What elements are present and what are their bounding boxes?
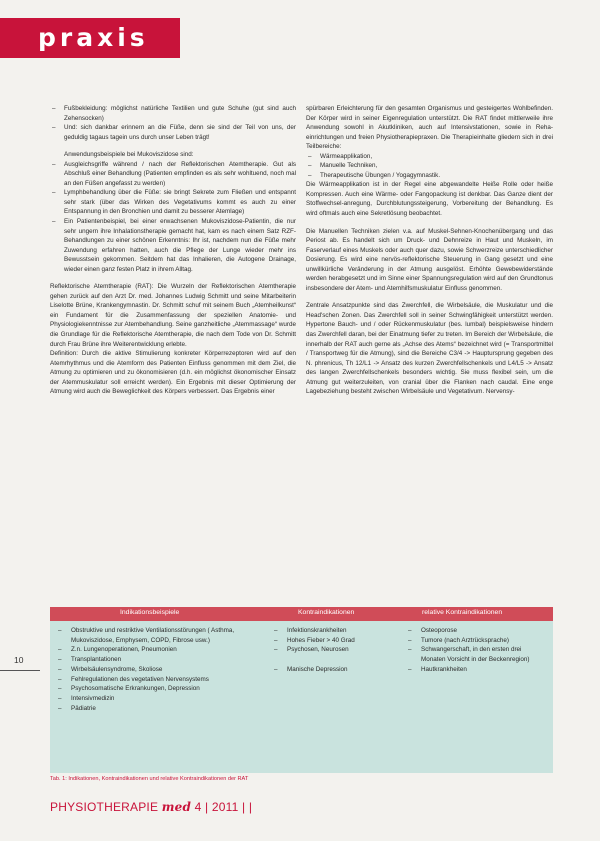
table-cell-item bbox=[58, 626, 270, 645]
bullet-dash: – bbox=[408, 665, 412, 673]
table-cell-text: Manische Depression bbox=[287, 665, 348, 673]
bullet-dash: – bbox=[274, 627, 278, 634]
table-cell-item bbox=[274, 636, 402, 646]
bullet-dash: – bbox=[308, 152, 312, 160]
bullet-item bbox=[306, 161, 553, 171]
table-cell-text: Z.n. Lungenoperationen, Pneumonien bbox=[71, 646, 177, 654]
table-cell-item bbox=[58, 704, 270, 714]
table-cell-text: Pädiatrie bbox=[71, 704, 96, 712]
journal-med-logo: med bbox=[161, 800, 192, 814]
journal-footer bbox=[50, 800, 252, 814]
bullet-dash: – bbox=[58, 665, 62, 673]
bullet-text: Ausgleichsgriffe während / nach der Reflektorischen Atemtherapie. Gut als Abschluß einer Behandlung (Patienten empfinden es als sehr wohltuend, noch mal an den Füßen angefasst zu werden) bbox=[64, 160, 296, 187]
journal-name: PHYSIOTHERAPIE bbox=[50, 800, 159, 814]
table-cell-item bbox=[58, 645, 270, 655]
bullet-dash: – bbox=[408, 646, 412, 654]
bullet-dash: – bbox=[408, 627, 412, 634]
table-header-contraindications: Kontraindikationen bbox=[298, 609, 355, 616]
indication-table bbox=[50, 607, 553, 773]
table-cell-item bbox=[58, 675, 270, 685]
table-cell-text: Obstruktive und restriktive Ventilationsstörungen ( Asthma, Mukoviszidose, Emphysem, COPD, Fibrose usw.) bbox=[71, 627, 235, 644]
table-cell-item bbox=[274, 626, 402, 636]
paragraph: Die Manuellen Techniken zielen v.a. auf Muskel-Sehnen-Knochenübergang und das Periost ab. Es handelt sich um Druck- und Dehnreize in Haut und Muskeln, im Faserverlauf eines Muskels oder auch quer dazu, sowie Schwerzreize unterschiedlicher Dosierung. Es wird eine nervös-reflektorische Steuerung in Gang gesetzt und eine unwillkürliche Veränderung in der Atmung ausgelöst. Erhöhte Gewebewiderstände werden herabgesetzt und im Sinne einer Spannungsregulation wird auf den Grundtonus insbesondere der Atem- und Atemhilfsmuskulatur Einfluss genommen. bbox=[306, 227, 553, 292]
text-column-left bbox=[50, 104, 296, 397]
paragraph-gap bbox=[306, 219, 553, 227]
bullet-item bbox=[306, 171, 553, 181]
bullet-dash: – bbox=[274, 665, 278, 673]
bullet-dash: – bbox=[52, 218, 56, 226]
table-caption: Tab. 1: Indikationen, Kontraindikationen und relative Kontraindikationen der RAT bbox=[50, 776, 249, 782]
bullet-dash: – bbox=[52, 124, 56, 132]
table-cell-text: Schwangerschaft, in den ersten drei Monaten Vorsicht in der Beckenregion) bbox=[421, 646, 530, 664]
bullet-dash: – bbox=[58, 627, 62, 634]
bullet-dash: – bbox=[408, 636, 412, 644]
table-header-relative-contraindications: relative Kontraindikationen bbox=[422, 609, 503, 616]
paragraph-gap bbox=[306, 293, 553, 301]
section-title: praxis bbox=[38, 23, 149, 52]
journal-issue: 4 | 2011 | | bbox=[194, 800, 253, 814]
table-cell-item bbox=[408, 626, 546, 636]
bullet-dash: – bbox=[308, 162, 312, 170]
paragraph: spürbaren Erleichterung für den gesamten Organismus und gesteigertes Wohlbefinden. Der Körper wird in seiner Eigenregulation unterstützt. Die RAT findet mittlerweile ihre Anwendung sowohl in Akutkliniken, auch auf Intensivstationen, sowie in Reha-einrichtungen und freien Physiotherapiepraxen. Die Therapieinhalte gliedern sich in drei Teilbereiche: bbox=[306, 105, 553, 151]
bullet-dash: – bbox=[274, 646, 278, 654]
table-cell-text: Psychosomatische Erkrankungen, Depression bbox=[71, 685, 200, 693]
table-cell-item bbox=[58, 684, 270, 694]
paragraph: Die Wärmeapplikation ist in der Regel eine abgewandelte Heiße Rolle oder heiße Kompressen. Auch eine Wärme- oder Fangopackung ist denkbar. Das Ganze dient der Stoffwechsel-anregung, Durchblutungssteigerung, Vorbereitung der Behandlung. Es wird oftmals auch eine Sekretlösung beobachtet. bbox=[306, 181, 553, 218]
bullet-item bbox=[50, 160, 296, 189]
table-cell-item bbox=[58, 694, 270, 704]
bullet-item bbox=[50, 217, 296, 274]
bullet-text: Und: sich dankbar erinnern an die Füße, denn sie sind der Teil von uns, der geduldig tagaus tagein uns durch unser Leben trägt! bbox=[64, 124, 296, 141]
bullet-dash: – bbox=[58, 656, 62, 664]
page-number-rule bbox=[0, 670, 40, 671]
table-cell-item bbox=[408, 645, 546, 664]
bullet-dash: – bbox=[274, 636, 278, 644]
bullet-item bbox=[50, 188, 296, 217]
bullet-text: Wärmeapplikation, bbox=[320, 152, 373, 160]
table-cell-item bbox=[274, 655, 402, 665]
bullet-dash: – bbox=[58, 646, 62, 654]
table-cell-item bbox=[58, 665, 270, 675]
table-cell-item bbox=[274, 645, 402, 655]
table-column-indications bbox=[58, 626, 270, 713]
bullet-item bbox=[50, 123, 296, 142]
bullet-dash: – bbox=[58, 694, 62, 702]
bullet-dash: – bbox=[52, 105, 56, 112]
paragraph: Definition: Durch die aktive Stimulierung konkreter Körperrezeptoren wird auf den Atemrhythmus und die Atemform des Patienten Einfluss genommen mit dem Ziel, die Atmung zu optimieren und zu ökonomisieren (d.h. ein möglichst ökonomischer Einsatz der Atemmuskulatur soll erreicht werden). Ein Ergebnis mit dieser Optimierung der Atmung wird auch die Beweglichkeit des Körpers verbessert. Das Ergebnis einer bbox=[50, 350, 296, 396]
bullet-text: Lymphbehandlung über die Füße: sie bringt Sekrete zum Fließen und entspannt sehr stark (über das Wirken des Vegetativums kommt es auch zu einer Entspannung in den Bronchien und damit zu besserer Atemlage) bbox=[64, 189, 296, 216]
table-cell-item bbox=[408, 665, 546, 675]
table-cell-text: Osteoporose bbox=[421, 627, 458, 634]
table-column-contraindications bbox=[274, 626, 402, 675]
bullet-dash: – bbox=[52, 160, 56, 168]
table-cell-text: Hautkrankheiten bbox=[421, 665, 467, 673]
table-cell-item bbox=[408, 636, 546, 646]
paragraph: Reflektorische Atemtherapie (RAT): Die Wurzeln der Reflektorischen Atemtherapie gehen zurück auf den Arzt Dr. med. Johannes Ludwig Schmitt und seine Mitarbeiterin Liselotte Brüne, Krankengymnastin. Dr. Schmitt schuf mit seinem Buch „Atemheilkunst“ ein Fundament für die Zusammenfassung der speziellen Anatomie- und Physiologiekenntnisse zur Atembehandlung. Seine ganzheitliche „Atemmassage“ wurde die Grundlage für die Reflektorische Atemtherapie, die nach dem Tode von Dr. Schmitt durch Frau Brüne ihre Weiterentwicklung erlebte. bbox=[50, 283, 296, 348]
bullet-text: Ein Patientenbeispiel, bei einer erwachsenen Mukoviszidose-Patientin, die nur sehr ungern ihre Inhalationstherapie gemacht hat, kam es nach einem Satz RZF-Behandlungen zu einer schönen Erkenntnis: Ihr ist, nachdem nun die Füße mehr Zuwendung erfahren hatten, auch die Pflege der Lunge wieder mehr ins Bewusstsein gekommen. Seitdem hat das Inhalieren, die Autogene Drainage, wieder einen ganz festen Platz in ihrem Alltag. bbox=[64, 218, 296, 273]
bullet-dash: – bbox=[58, 704, 62, 712]
table-cell-item bbox=[58, 655, 270, 665]
table-cell-text: Psychosen, Neurosen bbox=[287, 646, 349, 654]
page-number: 10 bbox=[14, 655, 24, 665]
table-cell-text: Infektionskrankheiten bbox=[287, 627, 347, 634]
bullet-dash: – bbox=[52, 189, 56, 197]
table-cell-item bbox=[274, 665, 402, 675]
table-header-indications: Indikationsbeispiele bbox=[120, 609, 180, 616]
bullet-dash: – bbox=[308, 171, 312, 179]
bullet-item bbox=[50, 104, 296, 123]
paragraph: Zentrale Ansatzpunkte sind das Zwerchfell, die Wirbelsäule, die Muskulatur und die Head'schen Zonen. Das Zwerchfell soll in seiner Schwingfähigkeit unterstützt werden. Hypertone Bauch- und / oder Rückenmuskulatur (bes. lumbal) beispielsweise hindern das Zwerchfell daran, bei der Einatmung tiefer zu treten. Im Bereich der Wirbelsäule, die innerhalb der RAT auch gerne als „Achse des Atems“ bezeichnet wird (= Transportmittel / Transportweg für die Atmung), sind die Bereiche C3/4 -> Hauptursprung gegeben des N. phrenicus, Th 12/L1 -> Ansatz des kurzen Zwerchfellschenkels und L4/L5 -> Ansatz des langen Zwerchfellschenkels besonders wichtig. Sie muss flexibel sein, um die Atmung gut weiterzuleiten, von cranial über die Flanken nach caudal. Eine enge Lagebeziehung besteht zwischen Wirbelsäule und Vegetativum. Nervensy- bbox=[306, 302, 553, 396]
text-column-right bbox=[306, 104, 553, 397]
bullet-dash: – bbox=[58, 685, 62, 693]
table-cell-text: Hohes Fieber > 40 Grad bbox=[287, 636, 355, 644]
table-cell-text: Wirbelsäulensyndrome, Skoliose bbox=[71, 665, 163, 673]
bullet-dash: – bbox=[58, 675, 62, 683]
table-cell-text: Intensivmedizin bbox=[71, 694, 115, 702]
table-cell-text: Transplantationen bbox=[71, 656, 122, 664]
list-heading: Anwendungsbeispiele bei Mukoviszidose sind: bbox=[64, 151, 194, 159]
table-cell-text: Fehlregulationen des vegetativen Nervensystems bbox=[71, 675, 209, 683]
table-header-row bbox=[50, 607, 553, 621]
table-cell-text: Tumore (nach Arztrücksprache) bbox=[421, 636, 509, 644]
bullet-item bbox=[306, 152, 553, 162]
bullet-text: Fußbekleidung: möglichst natürliche Textilien und gute Schuhe (gut sind auch Zehensocken) bbox=[64, 105, 296, 122]
bullet-text: Therapeutische Übungen / Yogagymnastik. bbox=[320, 171, 441, 179]
paragraph-gap bbox=[50, 142, 296, 150]
table-column-relative-contraindications bbox=[408, 626, 546, 675]
bullet-text: Manuelle Techniken, bbox=[320, 162, 378, 170]
paragraph-gap bbox=[50, 274, 296, 282]
